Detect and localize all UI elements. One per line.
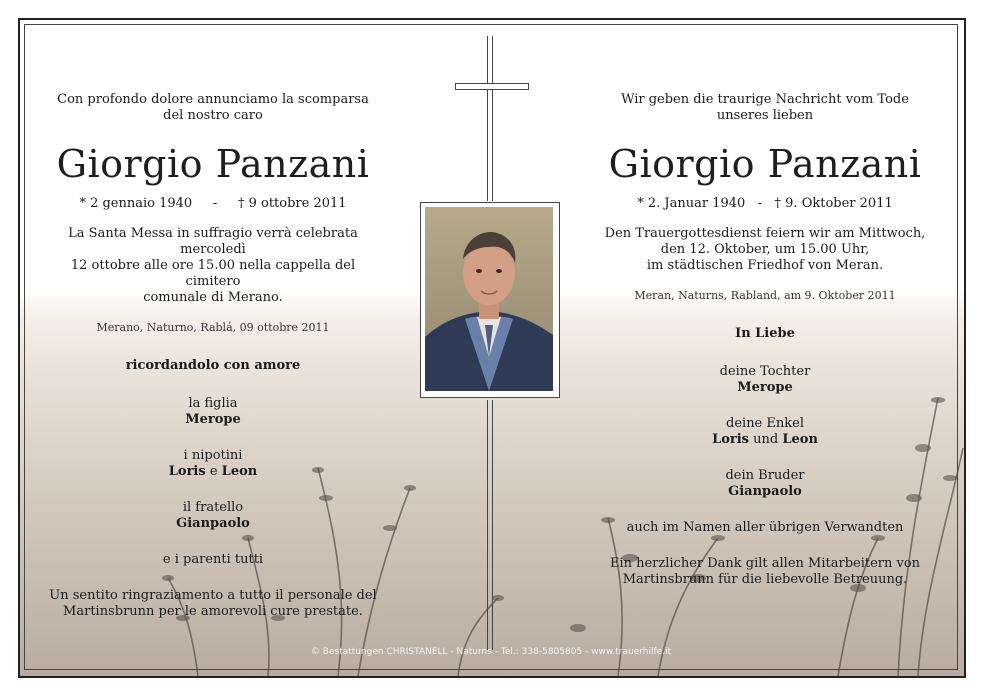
conjunction: e [209, 464, 218, 479]
cross-icon [487, 36, 493, 201]
announcement-line: unseres lieben [716, 108, 814, 123]
brother-name: Gianpaolo [728, 484, 802, 499]
announcement-line: Con profondo dolore annunciamo la scomparsa [57, 92, 369, 107]
daughter-name: Merope [737, 380, 793, 395]
announcement-line: Wir geben die traurige Nachricht vom Tode [621, 92, 909, 107]
footer-credit: © Bestattungen CHRISTANELL - Naturns - Tel.: 338-5805805 - www.trauerhilfe.it [310, 647, 672, 657]
mass-line: den 12. Oktober, um 15.00 Uhr, [660, 242, 870, 257]
grandchildren-names [600, 432, 930, 448]
thanks-line: Ein herzlicher Dank gilt allen Mitarbeitern von [609, 556, 921, 571]
mass-info [48, 226, 378, 306]
life-dates [48, 196, 378, 212]
mass-line: comunale di Merano. [143, 290, 283, 305]
thanks-line: Martinsbrunn für die liebevolle Betreuung. [622, 572, 908, 587]
relatives-line: e i parenti tutti [162, 552, 264, 567]
brother-label: il fratello [182, 500, 244, 515]
brother-name: Gianpaolo [176, 516, 250, 531]
grandchild-name: Leon [782, 432, 818, 447]
birth-date: * 2 gennaio 1940 [79, 196, 193, 211]
place-date: Meran, Naturns, Rabland, am 9. Oktober 2011 [634, 289, 896, 302]
daughter-label: deine Tochter [719, 364, 811, 379]
date-separator: - [757, 196, 763, 211]
relatives-line: auch im Namen aller übrigen Verwandten [626, 520, 904, 535]
death-date: † 9 ottobre 2011 [237, 196, 347, 211]
notice-italian [48, 92, 378, 620]
notice-german [600, 92, 930, 588]
life-dates [600, 196, 930, 212]
thanks-line: Martinsbrunn per le amorevoli cure prestate. [63, 604, 363, 619]
mass-line: 12 ottobre alle ore 15.00 nella cappella del cimitero [70, 258, 356, 289]
date-separator: - [212, 196, 218, 211]
birth-date: * 2. Januar 1940 [637, 196, 746, 211]
place-date: Merano, Naturno, Rablá, 09 ottobre 2011 [96, 321, 330, 334]
mass-line: Den Trauergottesdienst feiern wir am Mittwoch, [604, 226, 926, 241]
brother-label: dein Bruder [725, 468, 805, 483]
mass-info [600, 226, 930, 274]
announcement-line: del nostro caro [163, 108, 263, 123]
daughter-name: Merope [185, 412, 241, 427]
mass-line: La Santa Messa in suffragio verrà celebrata mercoledì [68, 226, 358, 257]
cross-bar [455, 83, 529, 90]
deceased-name: Giorgio Panzani [608, 142, 922, 186]
thanks-line: Un sentito ringraziamento a tutto il personale del [49, 588, 377, 603]
grandchildren-label: i nipotini [183, 448, 243, 463]
daughter-label: la figlia [188, 396, 238, 411]
remembering-line: ricordandolo con amore [125, 358, 301, 373]
portrait-photo [425, 207, 553, 391]
grandchild-name: Loris [168, 464, 206, 479]
conjunction: und [753, 432, 779, 447]
grandchild-name: Leon [221, 464, 258, 479]
remembering-line: In Liebe [735, 326, 795, 341]
death-date: † 9. Oktober 2011 [774, 196, 893, 211]
mass-line: im städtischen Friedhof von Meran. [646, 258, 884, 273]
center-divider-line [487, 400, 493, 650]
grandchild-name: Loris [712, 432, 749, 447]
grandchildren-label: deine Enkel [726, 416, 804, 431]
grandchildren-names [48, 464, 378, 480]
deceased-name: Giorgio Panzani [56, 142, 370, 186]
